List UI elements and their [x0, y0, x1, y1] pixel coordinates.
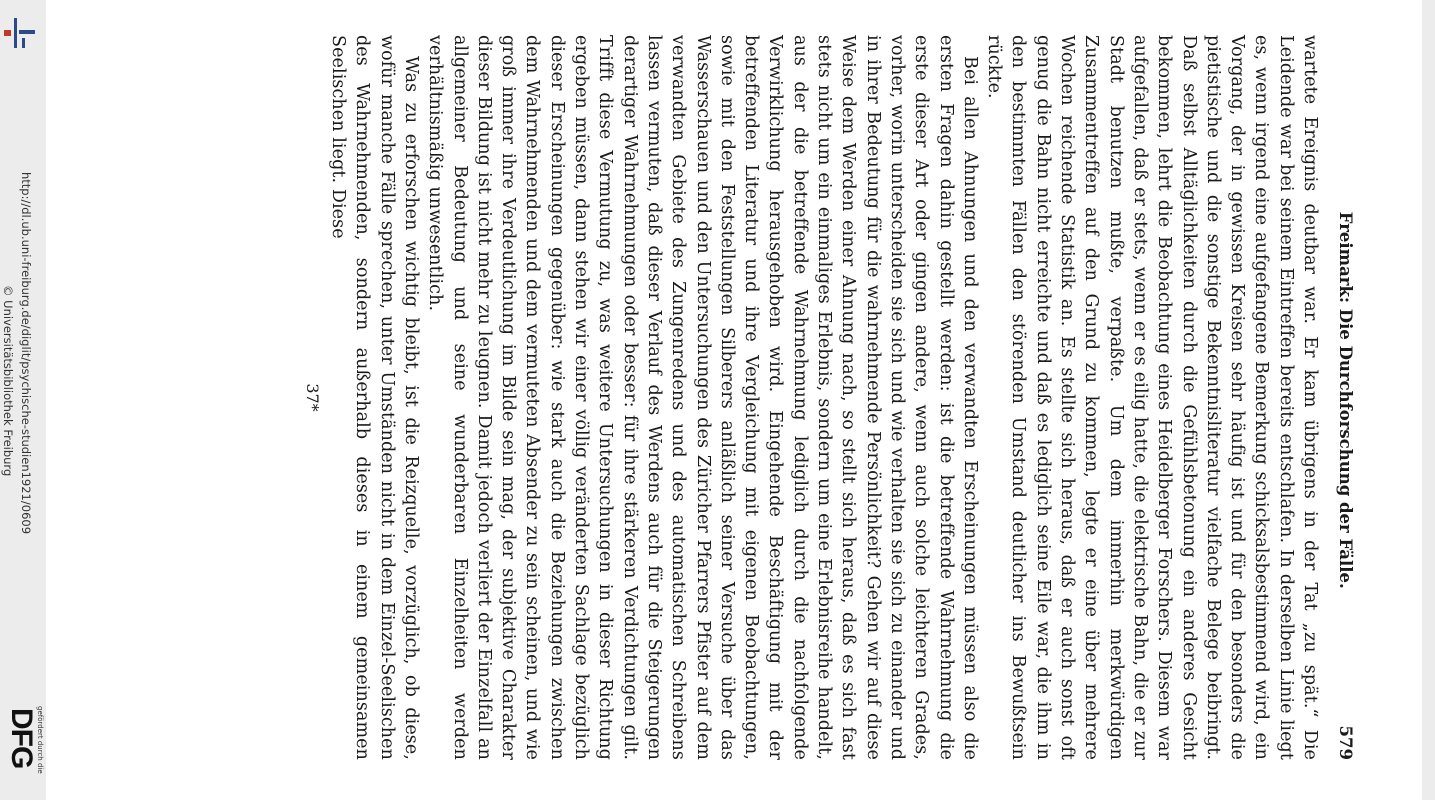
library-logo-icon — [2, 8, 34, 56]
paragraph: Was zu erforschen wichtig bleibt, ist die Reizquelle, vorzüglich, ob diese, wofür manche Fälle sprechen, unter Umständen nicht in dem Einzel-Seelischen des Wahrnehmenden, sondern außerhalb dieses in einem gemeinsamen Seelischen liegt. Diese — [328, 35, 422, 760]
paragraph: wartete Ereignis deutbar war. Er kam übrigens in der Tat „zu spät.“ Die Leidende war bei seinem Eintreffen bereits entschlafen. In derselben Linie liegt es, wenn irgend eine aufgefangene Bemerkung schicksalsbestimmend wird, ein Vorgang, der in gewissen Kreisen sehr häufig ist und für den besonders die pietistische und die sonstige Bekenntnisliteratur vielfache Belege beibringt. Daß selbst Alltäglichkeiten durch die Gefühlsbetonung ein anderes Gesicht bekommen, lehrt die Beobachtung eines Heidelberger Forschers. Diesem war aufgefallen, daß er stets, wenn er es eilig hatte, die elektrische Bahn, die er zur Stadt benutzen mußte, verpaßte. Um dem immerhin merkwürdigen Zusammentreffen auf den Grund zu kommen, legte er eine über mehrere Wochen reichende Statistik an. Es stellte sich heraus, daß er auch sonst oft genug die Bahn nicht erreichte und daß es lediglich seine Eile war, die ihm in den bestimmten Fällen den störenden Umstand deutlicher ins Bewußtsein rückte. — [984, 35, 1320, 760]
page-content-rotated — [205, 35, 1355, 760]
signature-mark: 37* — [302, 383, 322, 412]
document-url[interactable]: http://dl.ub.uni-freiburg.de/diglit/psychische-studien1921/0609 — [19, 172, 33, 535]
page-body — [326, 35, 1322, 760]
page-header — [1336, 35, 1355, 760]
viewer-right-margin — [1422, 0, 1435, 800]
paragraph: Bei allen Ahnungen und den verwandten Erscheinungen müssen also die ersten Fragen dahin gestellt werden: ist die betreffende Wahrnehmung die erste dieser Art oder gingen andere, wenn auch solche leichteren Grades, vorher, worin unterscheiden sie sich und wie verhalten sie sich zu einander und in ihrer Bedeutung für die wahrnehmende Persönlichkeit? Gehen wir auf diese Weise dem Werden einer Ahnung nach, so stellt sich heraus, daß es sich fast stets nicht um ein einmaliges Erlebnis, sondern um eine Erlebnisreihe handelt, aus der die betreffende Wahrnehmung lediglich durch die nachfolgende Verwirklichung herausgehoben wird. Eingehende Beschäftigung mit der betreffenden Literatur und ihre Vergleichung mit eigenen Beobachtungen, sowie mit den Feststellungen Silberers anläßlich seiner Versuche über das Wasserschauen und den Untersuchungen des Züricher Pfarrers Pfister auf dem verwandten Gebiete des Zungenredens und des automatischen Schreibens lassen vermuten, daß dieser Verlauf des Werdens auch für die Steigerungen derartiger Wahrnehmungen oder besser: für ihre stärkeren Verdichtungen gilt. Trifft diese Vermutung zu, was weitere Untersuchungen in dieser Richtung ergeben müssen, dann stehen wir einer völlig veränderten Sachlage bezüglich dieser Erscheinungen gegenüber: wie stark auch die Beziehungen zwischen dem Wahrnehmenden und dem vermuteten Absender zu sein scheinen, und wie groß immer ihre Verdeutlichung im Bilde sein mag, der subjektive Charakter dieser Bildung ist nicht mehr zu leugnen. Damit jedoch verliert der Einzelfall an allgemeiner Bedeutung und seine wunderbaren Einzelheiten werden verhältnismäßig unwesentlich. — [425, 35, 980, 760]
copyright-notice: © Universitätsbibliothek Freiburg — [1, 285, 15, 477]
running-title: Freimark: Die Durchforschung der Fälle. — [1336, 211, 1355, 589]
viewer-left-margin — [0, 0, 46, 800]
scanned-page — [110, 35, 1400, 775]
dfg-logo: DFG — [5, 708, 38, 769]
page-number: 579 — [1336, 725, 1355, 760]
funder-label: gefördert durch die — [36, 706, 44, 774]
